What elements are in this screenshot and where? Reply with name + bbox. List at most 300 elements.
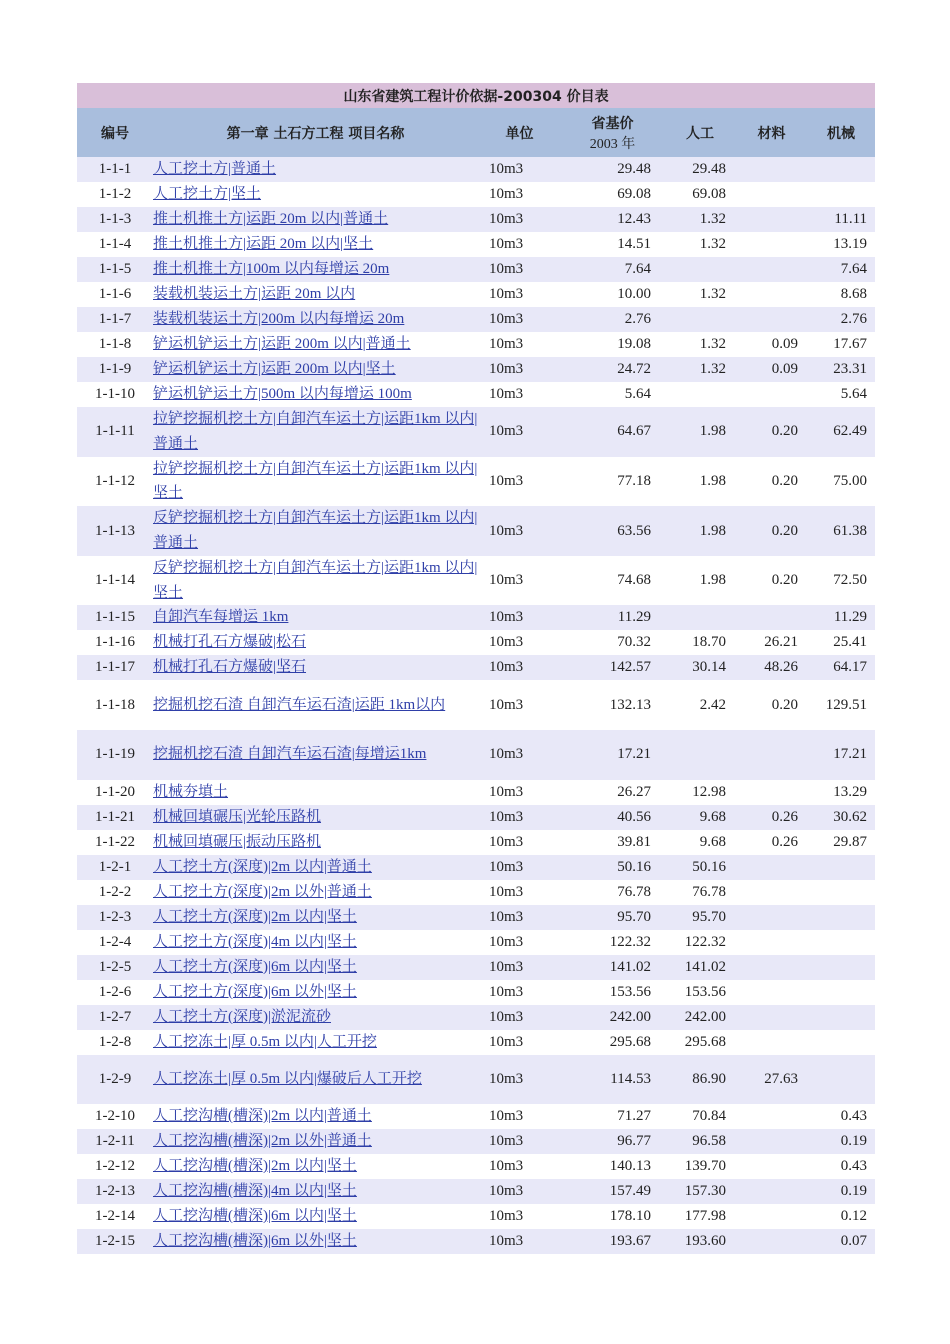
cell-base-price: 140.13 — [561, 1154, 664, 1179]
cell-labor: 50.16 — [664, 855, 736, 880]
table-title: 山东省建筑工程计价依据-200304 价目表 — [77, 83, 875, 108]
cell-unit: 10m3 — [478, 1104, 561, 1129]
cell-material: 0.20 — [736, 680, 807, 730]
cell-material — [736, 605, 807, 630]
item-name-link[interactable]: 机械夯填土 — [153, 783, 229, 800]
item-name-link[interactable]: 铲运机铲运土方|运距 200m 以内|坚土 — [153, 361, 396, 378]
cell-material — [736, 930, 807, 955]
cell-labor: 1.32 — [664, 357, 736, 382]
cell-material — [736, 232, 807, 257]
table-title-row — [77, 83, 875, 108]
cell-machinery: 2.76 — [807, 307, 875, 332]
item-name-link[interactable]: 反铲挖掘机挖土方|自卸汽车运土方|运距1km 以内|普通土 — [153, 510, 478, 551]
cell-base-price: 157.49 — [561, 1179, 664, 1204]
cell-machinery: 11.11 — [807, 207, 875, 232]
cell-labor: 86.90 — [664, 1055, 736, 1105]
cell-base-price: 63.56 — [561, 506, 664, 556]
cell-labor — [664, 730, 736, 780]
cell-machinery: 17.67 — [807, 332, 875, 357]
cell-material — [736, 880, 807, 905]
cell-base-price: 74.68 — [561, 556, 664, 606]
cell-material — [736, 382, 807, 407]
table-row — [77, 880, 875, 905]
cell-name — [153, 730, 478, 780]
cell-code: 1-1-3 — [77, 207, 153, 232]
cell-code: 1-2-2 — [77, 880, 153, 905]
cell-name — [153, 1179, 478, 1204]
cell-labor: 295.68 — [664, 1030, 736, 1055]
cell-labor — [664, 605, 736, 630]
cell-code: 1-2-14 — [77, 1204, 153, 1229]
cell-base-price: 71.27 — [561, 1104, 664, 1129]
table-row — [77, 157, 875, 182]
cell-machinery: 23.31 — [807, 357, 875, 382]
cell-code: 1-2-9 — [77, 1055, 153, 1105]
cell-material: 0.26 — [736, 805, 807, 830]
cell-labor: 122.32 — [664, 930, 736, 955]
table-row — [77, 506, 875, 556]
item-name-link[interactable]: 反铲挖掘机挖土方|自卸汽车运土方|运距1km 以内|坚土 — [153, 559, 478, 601]
item-name-link[interactable]: 人工挖冻土|厚 0.5m 以内|人工开挖 — [153, 1033, 377, 1050]
cell-material — [736, 1204, 807, 1229]
cell-name — [153, 805, 478, 830]
cell-base-price: 14.51 — [561, 232, 664, 257]
item-name-link[interactable]: 人工挖土方(深度)|淤泥流砂 — [153, 1008, 331, 1025]
table-row — [77, 382, 875, 407]
cell-name — [153, 855, 478, 880]
cell-unit: 10m3 — [478, 257, 561, 282]
cell-material: 0.20 — [736, 457, 807, 507]
item-name-link[interactable]: 人工挖土方(深度)|6m 以外|坚土 — [153, 983, 357, 1000]
cell-name — [153, 407, 478, 457]
cell-material — [736, 1154, 807, 1179]
item-name-link[interactable]: 自卸汽车每增运 1km — [153, 609, 289, 626]
item-name-link[interactable]: 人工挖土方(深度)|6m 以内|坚土 — [153, 958, 357, 975]
table-row — [77, 630, 875, 655]
table-row — [77, 282, 875, 307]
table-row — [77, 680, 875, 730]
cell-name — [153, 332, 478, 357]
cell-unit: 10m3 — [478, 307, 561, 332]
cell-material — [736, 780, 807, 805]
cell-unit: 10m3 — [478, 357, 561, 382]
cell-labor — [664, 257, 736, 282]
cell-machinery: 0.19 — [807, 1179, 875, 1204]
item-name-link[interactable]: 机械打孔石方爆破|松石 — [153, 634, 307, 651]
cell-name — [153, 257, 478, 282]
cell-labor: 95.70 — [664, 905, 736, 930]
table-row — [77, 905, 875, 930]
cell-material: 0.20 — [736, 556, 807, 606]
cell-code: 1-2-5 — [77, 955, 153, 980]
cell-base-price: 114.53 — [561, 1055, 664, 1105]
table-row — [77, 182, 875, 207]
cell-base-price: 69.08 — [561, 182, 664, 207]
cell-unit: 10m3 — [478, 730, 561, 780]
cell-code: 1-1-18 — [77, 680, 153, 730]
cell-name — [153, 307, 478, 332]
item-name-link[interactable]: 拉铲挖掘机挖土方|自卸汽车运土方|运距1km 以内|坚土 — [153, 460, 478, 502]
cell-name — [153, 556, 478, 606]
cell-base-price: 7.64 — [561, 257, 664, 282]
cell-name — [153, 1154, 478, 1179]
item-name-link[interactable]: 推土机推土方|运距 20m 以内|坚土 — [153, 236, 374, 253]
header-base-price-year: 2003 年 — [589, 136, 636, 152]
cell-code: 1-1-4 — [77, 232, 153, 257]
cell-base-price: 29.48 — [561, 157, 664, 182]
cell-machinery: 30.62 — [807, 805, 875, 830]
cell-base-price: 122.32 — [561, 930, 664, 955]
item-name-link[interactable]: 人工挖土方(深度)|4m 以内|坚土 — [153, 933, 357, 950]
cell-labor: 29.48 — [664, 157, 736, 182]
cell-material — [736, 307, 807, 332]
cell-base-price: 242.00 — [561, 1005, 664, 1030]
item-name-link[interactable]: 铲运机铲运土方|运距 200m 以内|普通土 — [153, 336, 411, 353]
cell-unit: 10m3 — [478, 680, 561, 730]
cell-base-price: 11.29 — [561, 605, 664, 630]
cell-code: 1-1-5 — [77, 257, 153, 282]
cell-name — [153, 830, 478, 855]
table-row — [77, 730, 875, 780]
cell-name — [153, 157, 478, 182]
cell-labor: 1.98 — [664, 506, 736, 556]
cell-name — [153, 357, 478, 382]
cell-material — [736, 980, 807, 1005]
cell-unit: 10m3 — [478, 930, 561, 955]
cell-material — [736, 207, 807, 232]
table-row — [77, 930, 875, 955]
cell-name — [153, 905, 478, 930]
cell-labor: 9.68 — [664, 830, 736, 855]
cell-machinery — [807, 980, 875, 1005]
cell-labor: 18.70 — [664, 630, 736, 655]
cell-name — [153, 1229, 478, 1254]
cell-unit: 10m3 — [478, 157, 561, 182]
cell-base-price: 193.67 — [561, 1229, 664, 1254]
cell-unit: 10m3 — [478, 905, 561, 930]
cell-code: 1-2-13 — [77, 1179, 153, 1204]
cell-machinery — [807, 182, 875, 207]
cell-base-price: 19.08 — [561, 332, 664, 357]
cell-unit: 10m3 — [478, 655, 561, 680]
cell-unit: 10m3 — [478, 1030, 561, 1055]
header-labor: 人工 — [664, 108, 736, 157]
cell-machinery — [807, 1005, 875, 1030]
cell-base-price: 17.21 — [561, 730, 664, 780]
cell-unit: 10m3 — [478, 332, 561, 357]
item-name-link[interactable]: 挖掘机挖石渣 自卸汽车运石渣|运距 1km以内 — [153, 696, 446, 713]
cell-material — [736, 1104, 807, 1129]
cell-machinery: 5.64 — [807, 382, 875, 407]
item-name-link[interactable]: 挖掘机挖石渣 自卸汽车运石渣|每增运1km — [153, 746, 427, 763]
item-name-link[interactable]: 拉铲挖掘机挖土方|自卸汽车运土方|运距1km 以内|普通土 — [153, 411, 478, 452]
item-name-link[interactable]: 人工挖土方(深度)|2m 以内|普通土 — [153, 858, 372, 875]
header-machinery: 机械 — [807, 108, 875, 157]
cell-unit: 10m3 — [478, 1204, 561, 1229]
cell-labor: 1.98 — [664, 407, 736, 457]
cell-base-price: 64.67 — [561, 407, 664, 457]
cell-unit: 10m3 — [478, 182, 561, 207]
cell-code: 1-2-7 — [77, 1005, 153, 1030]
cell-machinery: 11.29 — [807, 605, 875, 630]
cell-code: 1-1-8 — [77, 332, 153, 357]
cell-code: 1-1-11 — [77, 407, 153, 457]
table-row — [77, 1229, 875, 1254]
cell-machinery — [807, 1055, 875, 1105]
cell-unit: 10m3 — [478, 382, 561, 407]
cell-unit: 10m3 — [478, 232, 561, 257]
cell-labor: 1.98 — [664, 556, 736, 606]
cell-machinery: 25.41 — [807, 630, 875, 655]
table-row — [77, 1179, 875, 1204]
cell-unit: 10m3 — [478, 780, 561, 805]
item-name-link[interactable]: 人工挖沟槽(槽深)|6m 以内|坚土 — [153, 1208, 357, 1225]
cell-unit: 10m3 — [478, 830, 561, 855]
cell-machinery: 72.50 — [807, 556, 875, 606]
cell-code: 1-1-15 — [77, 605, 153, 630]
table-row — [77, 257, 875, 282]
table-row — [77, 457, 875, 507]
table-body — [77, 157, 875, 1254]
cell-code: 1-1-6 — [77, 282, 153, 307]
cell-unit: 10m3 — [478, 880, 561, 905]
cell-name — [153, 655, 478, 680]
cell-machinery — [807, 905, 875, 930]
cell-base-price: 178.10 — [561, 1204, 664, 1229]
item-name-link[interactable]: 人工挖沟槽(槽深)|2m 以外|普通土 — [153, 1133, 372, 1150]
table-row — [77, 1154, 875, 1179]
table-row — [77, 232, 875, 257]
cell-machinery: 62.49 — [807, 407, 875, 457]
item-name-link[interactable]: 人工挖沟槽(槽深)|4m 以内|坚土 — [153, 1183, 357, 1200]
cell-unit: 10m3 — [478, 805, 561, 830]
cell-unit: 10m3 — [478, 605, 561, 630]
table-row — [77, 1204, 875, 1229]
table-row — [77, 605, 875, 630]
cell-name — [153, 232, 478, 257]
header-material: 材料 — [736, 108, 807, 157]
cell-name — [153, 930, 478, 955]
cell-unit: 10m3 — [478, 506, 561, 556]
item-name-link[interactable]: 装载机装运土方|200m 以内每增运 20m — [153, 311, 405, 328]
cell-machinery: 13.29 — [807, 780, 875, 805]
cell-material — [736, 1229, 807, 1254]
cell-unit: 10m3 — [478, 1229, 561, 1254]
item-name-link[interactable]: 人工挖土方|坚土 — [153, 186, 262, 203]
cell-name — [153, 506, 478, 556]
cell-machinery: 7.64 — [807, 257, 875, 282]
cell-material — [736, 730, 807, 780]
item-name-link[interactable]: 机械打孔石方爆破|坚石 — [153, 659, 307, 676]
item-name-link[interactable]: 铲运机铲运土方|500m 以内每增运 100m — [153, 386, 412, 403]
item-name-link[interactable]: 人工挖沟槽(槽深)|2m 以内|普通土 — [153, 1108, 372, 1125]
cell-material — [736, 157, 807, 182]
cell-labor: 2.42 — [664, 680, 736, 730]
cell-unit: 10m3 — [478, 457, 561, 507]
cell-base-price: 40.56 — [561, 805, 664, 830]
cell-labor: 153.56 — [664, 980, 736, 1005]
cell-material: 0.09 — [736, 332, 807, 357]
cell-machinery: 61.38 — [807, 506, 875, 556]
table-row — [77, 955, 875, 980]
cell-code: 1-2-8 — [77, 1030, 153, 1055]
cell-name — [153, 1055, 478, 1105]
cell-base-price: 295.68 — [561, 1030, 664, 1055]
cell-code: 1-1-19 — [77, 730, 153, 780]
cell-code: 1-2-12 — [77, 1154, 153, 1179]
cell-base-price: 24.72 — [561, 357, 664, 382]
header-base-price-label: 省基价 — [591, 115, 634, 132]
cell-code: 1-1-2 — [77, 182, 153, 207]
cell-material — [736, 1030, 807, 1055]
cell-name — [153, 630, 478, 655]
cell-code: 1-1-10 — [77, 382, 153, 407]
cell-machinery — [807, 157, 875, 182]
header-unit: 单位 — [478, 108, 561, 157]
item-name-link[interactable]: 机械回填碾压|振动压路机 — [153, 833, 322, 850]
table-row — [77, 556, 875, 606]
cell-machinery: 0.07 — [807, 1229, 875, 1254]
cell-code: 1-2-15 — [77, 1229, 153, 1254]
cell-labor: 139.70 — [664, 1154, 736, 1179]
cell-material — [736, 855, 807, 880]
cell-base-price: 70.32 — [561, 630, 664, 655]
cell-labor: 157.30 — [664, 1179, 736, 1204]
cell-name — [153, 605, 478, 630]
cell-code: 1-2-6 — [77, 980, 153, 1005]
item-name-link[interactable]: 人工挖土方(深度)|2m 以外|普通土 — [153, 883, 372, 900]
cell-unit: 10m3 — [478, 407, 561, 457]
table-row — [77, 307, 875, 332]
cell-labor: 177.98 — [664, 1204, 736, 1229]
header-base-price — [561, 108, 664, 157]
cell-name — [153, 680, 478, 730]
cell-base-price: 153.56 — [561, 980, 664, 1005]
cell-unit: 10m3 — [478, 1005, 561, 1030]
cell-name — [153, 1204, 478, 1229]
cell-labor: 1.98 — [664, 457, 736, 507]
cell-base-price: 142.57 — [561, 655, 664, 680]
price-table — [77, 83, 875, 1254]
cell-labor: 12.98 — [664, 780, 736, 805]
table-row — [77, 780, 875, 805]
cell-material: 0.20 — [736, 407, 807, 457]
cell-unit: 10m3 — [478, 955, 561, 980]
cell-code: 1-1-13 — [77, 506, 153, 556]
item-name-link[interactable]: 人工挖沟槽(槽深)|2m 以内|坚土 — [153, 1158, 357, 1175]
item-name-link[interactable]: 人工挖土方(深度)|2m 以内|坚土 — [153, 908, 357, 925]
cell-material — [736, 905, 807, 930]
cell-unit: 10m3 — [478, 1154, 561, 1179]
cell-machinery — [807, 880, 875, 905]
cell-labor: 242.00 — [664, 1005, 736, 1030]
table-row — [77, 1104, 875, 1129]
cell-code: 1-2-11 — [77, 1129, 153, 1154]
cell-name — [153, 980, 478, 1005]
cell-machinery: 64.17 — [807, 655, 875, 680]
cell-unit: 10m3 — [478, 1055, 561, 1105]
cell-unit: 10m3 — [478, 855, 561, 880]
cell-labor: 1.32 — [664, 232, 736, 257]
cell-material: 0.09 — [736, 357, 807, 382]
cell-machinery: 29.87 — [807, 830, 875, 855]
cell-base-price: 10.00 — [561, 282, 664, 307]
item-name-link[interactable]: 人工挖冻土|厚 0.5m 以内|爆破后人工开挖 — [153, 1070, 422, 1087]
item-name-link[interactable]: 推土机推土方|100m 以内每增运 20m — [153, 261, 390, 278]
table-row — [77, 805, 875, 830]
cell-material — [736, 257, 807, 282]
cell-labor: 76.78 — [664, 880, 736, 905]
cell-material — [736, 1005, 807, 1030]
table-row — [77, 1055, 875, 1105]
cell-unit: 10m3 — [478, 980, 561, 1005]
cell-name — [153, 955, 478, 980]
table-row — [77, 407, 875, 457]
cell-name — [153, 880, 478, 905]
cell-base-price: 96.77 — [561, 1129, 664, 1154]
cell-machinery — [807, 955, 875, 980]
cell-machinery — [807, 855, 875, 880]
cell-name — [153, 1030, 478, 1055]
cell-labor: 96.58 — [664, 1129, 736, 1154]
cell-material: 48.26 — [736, 655, 807, 680]
cell-labor: 1.32 — [664, 282, 736, 307]
table-row — [77, 855, 875, 880]
cell-labor: 30.14 — [664, 655, 736, 680]
cell-labor: 69.08 — [664, 182, 736, 207]
cell-code: 1-1-9 — [77, 357, 153, 382]
item-name-link[interactable]: 推土机推土方|运距 20m 以内|普通土 — [153, 211, 389, 228]
table-row — [77, 980, 875, 1005]
cell-machinery: 8.68 — [807, 282, 875, 307]
cell-base-price: 95.70 — [561, 905, 664, 930]
cell-name — [153, 1005, 478, 1030]
cell-machinery — [807, 1030, 875, 1055]
cell-material — [736, 1179, 807, 1204]
cell-unit: 10m3 — [478, 1179, 561, 1204]
cell-machinery: 0.12 — [807, 1204, 875, 1229]
cell-base-price: 77.18 — [561, 457, 664, 507]
cell-name — [153, 780, 478, 805]
cell-code: 1-2-1 — [77, 855, 153, 880]
cell-material: 26.21 — [736, 630, 807, 655]
cell-name — [153, 457, 478, 507]
cell-base-price: 132.13 — [561, 680, 664, 730]
cell-labor — [664, 307, 736, 332]
cell-base-price: 39.81 — [561, 830, 664, 855]
cell-base-price: 2.76 — [561, 307, 664, 332]
cell-code: 1-1-22 — [77, 830, 153, 855]
item-name-link[interactable]: 机械回填碾压|光轮压路机 — [153, 808, 322, 825]
cell-code: 1-1-12 — [77, 457, 153, 507]
cell-code: 1-1-20 — [77, 780, 153, 805]
cell-base-price: 12.43 — [561, 207, 664, 232]
item-name-link[interactable]: 装载机装运土方|运距 20m 以内 — [153, 286, 356, 303]
cell-unit: 10m3 — [478, 556, 561, 606]
cell-labor: 1.32 — [664, 332, 736, 357]
table-row — [77, 1129, 875, 1154]
cell-base-price: 76.78 — [561, 880, 664, 905]
header-code: 编号 — [77, 108, 153, 157]
cell-material: 0.26 — [736, 830, 807, 855]
cell-name — [153, 1129, 478, 1154]
cell-unit: 10m3 — [478, 630, 561, 655]
item-name-link[interactable]: 人工挖沟槽(槽深)|6m 以外|坚土 — [153, 1233, 357, 1250]
cell-labor — [664, 382, 736, 407]
item-name-link[interactable]: 人工挖土方|普通土 — [153, 161, 277, 178]
table-row — [77, 357, 875, 382]
cell-code: 1-1-17 — [77, 655, 153, 680]
